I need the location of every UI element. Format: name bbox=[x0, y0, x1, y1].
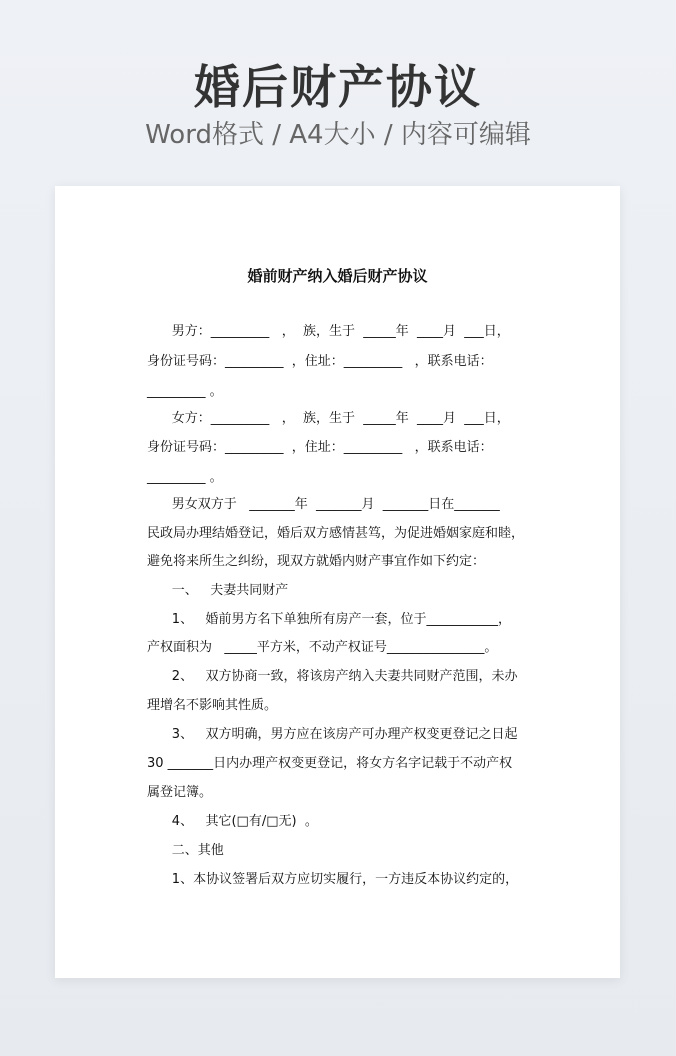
doc-line-clause-2b: 理增名不影响其性质。 bbox=[147, 698, 278, 713]
page-headline: 婚后财产协议 bbox=[194, 60, 482, 114]
doc-line-clause-3c: 属登记簿。 bbox=[147, 785, 213, 800]
page-subtitle: Word格式 / A4大小 / 内容可编辑 bbox=[145, 120, 531, 150]
doc-line-marriage-date: 男女双方于 _______年 _______月 _______日在_______ bbox=[147, 497, 500, 512]
document-title: 婚前财产纳入婚后财产协议 bbox=[247, 267, 428, 285]
doc-line-husband-id: 身份证号码：_________ ，住址：_________ ，联系电话： bbox=[147, 354, 493, 369]
doc-line-wife-id: 身份证号码：_________ ，住址：_________ ，联系电话： bbox=[147, 440, 493, 455]
doc-line-wife-phone: _________ 。 bbox=[147, 470, 223, 485]
doc-line-marriage-reg: 民政局办理结婚登记，婚后双方感情甚笃，为促进婚姻家庭和睦， bbox=[147, 526, 525, 541]
doc-line-clause-1b: 产权面积为 _____平方米，不动产权证号_______________。 bbox=[147, 640, 498, 655]
doc-line-section-two: 二、其他 bbox=[147, 843, 224, 858]
doc-line-wife-info: 女方：_________ ， 族，生于 _____年 ____月 ___日， bbox=[147, 411, 510, 426]
doc-line-husband-phone: _________ 。 bbox=[147, 384, 223, 399]
doc-line-clause-3b: 30 _______日内办理产权变更登记，将女方名字记载于不动产权 bbox=[147, 756, 513, 771]
doc-line-clause-4: 4、 其它(□有/□无) 。 bbox=[147, 814, 318, 829]
doc-line-section-one: 一、 夫妻共同财产 bbox=[147, 583, 289, 598]
doc-line-other-1: 1、本协议签署后双方应切实履行，一方违反本协议约定的， bbox=[147, 872, 519, 887]
doc-line-clause-2a: 2、 双方协商一致，将该房产纳入夫妻共同财产范围，未办 bbox=[147, 669, 518, 684]
doc-line-agreement-intro: 避免将来所生之纠纷，现双方就婚内财产事宜作如下约定： bbox=[147, 554, 486, 569]
doc-line-clause-1a: 1、 婚前男方名下单独所有房产一套，位于___________， bbox=[147, 612, 511, 627]
document-page bbox=[55, 186, 620, 978]
doc-line-clause-3a: 3、 双方明确，男方应在该房产可办理产权变更登记之日起 bbox=[147, 727, 518, 742]
doc-line-husband-info: 男方：_________ ， 族，生于 _____年 ____月 ___日， bbox=[147, 324, 510, 339]
